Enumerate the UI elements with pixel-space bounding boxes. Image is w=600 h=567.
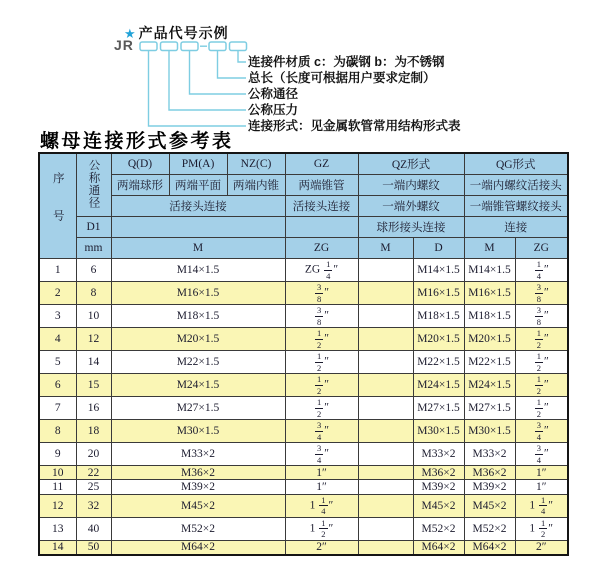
code-box (209, 42, 226, 51)
header-empty-span (111, 217, 285, 238)
qg-zg-cell: $\frac{1}{4}$ ″ (515, 259, 568, 282)
table-row (39, 397, 568, 420)
gz-value-cell: $\frac{3}{4}$ ″ (285, 420, 358, 443)
qz-d-cell: M18×1.5 (413, 305, 464, 328)
qg-zg-cell: $\frac{1}{2}$ ″ (515, 374, 568, 397)
table-row (39, 466, 568, 480)
header-qg-zg: ZG (515, 238, 568, 259)
qz-m-cell (358, 494, 413, 517)
qg-m-cell: M64×2 (464, 540, 515, 555)
gz-value-cell: $\frac{1}{2}$ ″ (285, 328, 358, 351)
code-box (181, 42, 198, 51)
gz-value-cell: 1 $\frac{1}{2}$ ″ (285, 517, 358, 540)
seq-cell: 2 (39, 282, 76, 305)
qz-d-cell: M33×2 (413, 443, 464, 466)
dn-cell: 12 (76, 328, 111, 351)
gz-value-cell: $\frac{3}{8}$ ″ (285, 282, 358, 305)
gz-value-cell: $\frac{3}{4}$ ″ (285, 443, 358, 466)
qg-m-cell: M30×1.5 (464, 420, 515, 443)
qz-d-cell: M64×2 (413, 540, 464, 555)
dn-cell: 8 (76, 282, 111, 305)
qg-m-cell: M27×1.5 (464, 397, 515, 420)
qg-zg-cell: $\frac{1}{2}$ ″ (515, 351, 568, 374)
gz-value-cell: $\frac{3}{8}$ ″ (285, 305, 358, 328)
qg-m-cell: M45×2 (464, 494, 515, 517)
qg-zg-cell: $\frac{3}{8}$ ″ (515, 282, 568, 305)
qz-m-cell (358, 420, 413, 443)
gz-value-cell: $\frac{1}{2}$ ″ (285, 351, 358, 374)
nut-connection-table (38, 152, 569, 556)
seq-cell: 8 (39, 420, 76, 443)
m-value-cell: M33×2 (111, 443, 285, 466)
qg-m-cell: M36×2 (464, 466, 515, 480)
header-gz-zg: ZG (285, 238, 358, 259)
m-value-cell: M27×1.5 (111, 397, 285, 420)
table-row (39, 328, 568, 351)
header-qz-ext-thread: 一端外螺纹 (358, 196, 464, 217)
m-value-cell: M24×1.5 (111, 374, 285, 397)
header-seq: 序号 (39, 153, 76, 259)
m-value-cell: M64×2 (111, 540, 285, 555)
star-icon: ★ (124, 26, 137, 41)
m-value-cell: M36×2 (111, 466, 285, 480)
reference-table (38, 152, 569, 556)
qg-m-cell: M20×1.5 (464, 328, 515, 351)
header-mm: mm (76, 238, 111, 259)
qg-zg-cell: $\frac{1}{2}$ ″ (515, 397, 568, 420)
qz-d-cell: M24×1.5 (413, 374, 464, 397)
header-col-nz: NZ(C) (227, 153, 285, 175)
gz-value-cell: 1 $\frac{1}{4}$ ″ (285, 494, 358, 517)
qg-zg-cell: 1 $\frac{1}{2}$ ″ (515, 517, 568, 540)
code-box (161, 42, 178, 51)
gz-value-cell: ZG $\frac{1}{4}$ ″ (285, 259, 358, 282)
qz-m-cell (358, 259, 413, 282)
seq-cell: 14 (39, 540, 76, 555)
qg-zg-cell: 2″ (515, 540, 568, 555)
qz-m-cell (358, 282, 413, 305)
seq-cell: 4 (39, 328, 76, 351)
qz-m-cell (358, 517, 413, 540)
qz-m-cell (358, 397, 413, 420)
m-value-cell: M30×1.5 (111, 420, 285, 443)
qz-m-cell (358, 374, 413, 397)
table-row (39, 540, 568, 555)
qg-m-cell: M52×2 (464, 517, 515, 540)
table-row (39, 420, 568, 443)
table-row (39, 374, 568, 397)
qz-d-cell: M36×2 (413, 466, 464, 480)
seq-cell: 6 (39, 374, 76, 397)
header-col-q: Q(D) (111, 153, 169, 175)
header-qz-ball-joint: 球形接头连接 (358, 217, 464, 238)
diagram-label-pressure: 公称压力 (248, 103, 299, 117)
code-box (230, 42, 247, 51)
qz-m-cell (358, 305, 413, 328)
qz-d-cell: M39×2 (413, 480, 464, 494)
diagram-label-length: 总长（长度可根据用户要求定制） (248, 71, 436, 85)
m-value-cell: M14×1.5 (111, 259, 285, 282)
qz-d-cell: M45×2 (413, 494, 464, 517)
qg-m-cell: M14×1.5 (464, 259, 515, 282)
qz-m-cell (358, 540, 413, 555)
dn-cell: 10 (76, 305, 111, 328)
qz-m-cell (358, 328, 413, 351)
seq-cell: 12 (39, 494, 76, 517)
qz-d-cell: M20×1.5 (413, 328, 464, 351)
qg-m-cell: M33×2 (464, 443, 515, 466)
seq-cell: 3 (39, 305, 76, 328)
table-row (39, 351, 568, 374)
header-qz-d: D (413, 238, 464, 259)
qz-d-cell: M30×1.5 (413, 420, 464, 443)
qz-m-cell (358, 480, 413, 494)
header-q-sub: 两端球形 (111, 175, 169, 196)
table-title: 螺母连接形式参考表 (40, 130, 234, 152)
connector-line (218, 51, 247, 79)
dn-cell: 50 (76, 540, 111, 555)
m-value-cell: M22×1.5 (111, 351, 285, 374)
gz-value-cell: 2″ (285, 540, 358, 555)
header-qg-sub: 一端内螺纹活接头 (464, 175, 568, 196)
table-row (39, 305, 568, 328)
seq-cell: 11 (39, 480, 76, 494)
gz-value-cell: $\frac{1}{2}$ ″ (285, 397, 358, 420)
qg-zg-cell: 1 $\frac{1}{4}$ ″ (515, 494, 568, 517)
table-row (39, 282, 568, 305)
header-qg-connect: 连接 (464, 217, 568, 238)
qz-d-cell: M14×1.5 (413, 259, 464, 282)
header-col-qz: QZ形式 (358, 153, 464, 175)
dn-cell: 16 (76, 397, 111, 420)
header-m-span: M (111, 238, 285, 259)
diagram-label-material: 连接件材质 c：为碳钢 b：为不锈钢 (248, 55, 445, 69)
seq-cell: 10 (39, 466, 76, 480)
qz-m-cell (358, 443, 413, 466)
seq-cell: 7 (39, 397, 76, 420)
dn-cell: 14 (76, 351, 111, 374)
qg-zg-cell: $\frac{3}{4}$ ″ (515, 443, 568, 466)
diagram-title-text: 产品代号示例 (138, 25, 229, 41)
qg-m-cell: M16×1.5 (464, 282, 515, 305)
m-value-cell: M20×1.5 (111, 328, 285, 351)
header-col-gz: GZ (285, 153, 358, 175)
qz-d-cell: M22×1.5 (413, 351, 464, 374)
qg-zg-cell: 1″ (515, 480, 568, 494)
table-row (39, 494, 568, 517)
seq-cell: 13 (39, 517, 76, 540)
gz-value-cell: 1″ (285, 466, 358, 480)
code-box (140, 42, 157, 51)
table-header (39, 153, 568, 259)
connector-line (238, 51, 246, 63)
gz-value-cell: 1″ (285, 480, 358, 494)
table-row (39, 443, 568, 466)
dn-cell: 6 (76, 259, 111, 282)
m-value-cell: M39×2 (111, 480, 285, 494)
m-value-cell: M52×2 (111, 517, 285, 540)
header-col-qg: QG形式 (464, 153, 568, 175)
table-row (39, 259, 568, 282)
qz-d-cell: M52×2 (413, 517, 464, 540)
qz-d-cell: M16×1.5 (413, 282, 464, 305)
header-qz-m: M (358, 238, 413, 259)
header-col-pm: PM(A) (169, 153, 227, 175)
header-qz-sub: 一端内螺纹 (358, 175, 464, 196)
header-nz-sub: 两端内锥 (227, 175, 285, 196)
header-gz-empty (285, 217, 358, 238)
m-value-cell: M16×1.5 (111, 282, 285, 305)
qg-m-cell: M39×2 (464, 480, 515, 494)
qz-m-cell (358, 466, 413, 480)
qz-m-cell (358, 351, 413, 374)
qg-m-cell: M22×1.5 (464, 351, 515, 374)
header-pm-sub: 两端平面 (169, 175, 227, 196)
dn-cell: 40 (76, 517, 111, 540)
connector-line (149, 51, 247, 127)
dn-cell: 32 (76, 494, 111, 517)
header-union-joint: 活接头连接 (111, 196, 285, 217)
qg-m-cell: M24×1.5 (464, 374, 515, 397)
m-value-cell: M45×2 (111, 494, 285, 517)
table-body (39, 259, 568, 556)
qg-zg-cell: $\frac{3}{8}$ ″ (515, 305, 568, 328)
dn-cell: 25 (76, 480, 111, 494)
header-gz-sub: 两端锥管 (285, 175, 358, 196)
diagram-label-connection: 连接形式：见金属软管常用结构形式表 (248, 119, 461, 133)
header-qg-m: M (464, 238, 515, 259)
header-dn: 公称通径 (76, 153, 111, 217)
dn-cell: 18 (76, 420, 111, 443)
qz-d-cell: M27×1.5 (413, 397, 464, 420)
dn-cell: 20 (76, 443, 111, 466)
header-d1: D1 (76, 217, 111, 238)
qg-zg-cell: 1″ (515, 466, 568, 480)
code-prefix: JR (114, 37, 134, 53)
diagram-label-diameter: 公称通径 (248, 87, 299, 101)
qg-zg-cell: $\frac{3}{4}$ ″ (515, 420, 568, 443)
header-gz-union: 活接头连接 (285, 196, 358, 217)
connector-line (169, 51, 246, 111)
dn-cell: 22 (76, 466, 111, 480)
gz-value-cell: $\frac{1}{2}$ ″ (285, 374, 358, 397)
dn-cell: 15 (76, 374, 111, 397)
m-value-cell: M18×1.5 (111, 305, 285, 328)
seq-cell: 9 (39, 443, 76, 466)
seq-cell: 5 (39, 351, 76, 374)
qg-m-cell: M18×1.5 (464, 305, 515, 328)
diagram-title (124, 23, 229, 43)
header-qg-taper-joint: 一端锥管螺纹接头 (464, 196, 568, 217)
table-row (39, 480, 568, 494)
qg-zg-cell: $\frac{1}{2}$ ″ (515, 328, 568, 351)
seq-cell: 1 (39, 259, 76, 282)
table-row (39, 517, 568, 540)
